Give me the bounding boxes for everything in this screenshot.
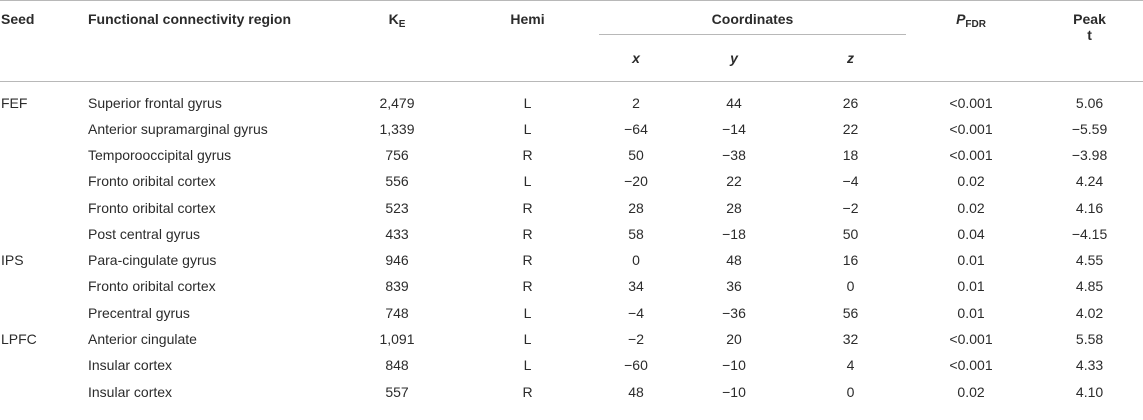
header-z: z <box>847 50 855 66</box>
seed-cell <box>0 142 88 168</box>
y-cell: 48 <box>726 252 742 269</box>
hemi-cell: L <box>523 173 532 190</box>
peak-cell: 4.55 <box>1075 252 1104 269</box>
peak-cell: 4.85 <box>1075 278 1104 295</box>
region-cell: Superior frontal gyrus <box>88 94 222 111</box>
peak-cell: 4.10 <box>1075 383 1104 400</box>
x-cell: 2 <box>632 94 640 111</box>
z-cell: 32 <box>842 331 859 348</box>
y-cell: 44 <box>726 94 742 111</box>
region-cell: Para-cingulate gyrus <box>88 252 217 269</box>
table-row <box>0 168 1143 194</box>
x-cell: −60 <box>624 357 648 374</box>
hemi-cell: L <box>523 120 532 137</box>
peak-cell: −4.15 <box>1071 225 1108 242</box>
table-row <box>0 378 1143 404</box>
pfdr-cell: 0.01 <box>957 252 985 269</box>
table-body <box>0 82 1143 405</box>
region-cell: Anterior cingulate <box>88 331 197 348</box>
peak-cell: 5.58 <box>1075 331 1104 348</box>
peak-cell: 4.16 <box>1075 199 1104 216</box>
region-cell: Post central gyrus <box>88 225 201 242</box>
y-cell: 22 <box>726 173 742 190</box>
y-cell: −14 <box>722 120 746 137</box>
y-cell: −10 <box>722 357 746 374</box>
z-cell: 4 <box>846 357 855 374</box>
y-cell: 36 <box>726 278 742 295</box>
z-cell: 18 <box>842 146 859 163</box>
pfdr-cell: 0.02 <box>957 383 985 400</box>
ke-cell: 523 <box>385 199 409 216</box>
y-cell: −38 <box>722 146 746 163</box>
hemi-cell: L <box>523 357 532 374</box>
ke-cell: 433 <box>385 225 409 242</box>
table-row <box>0 82 1143 116</box>
ke-cell: 756 <box>385 146 409 163</box>
region-cell: Insular cortex <box>88 357 173 374</box>
seed-cell <box>0 194 88 220</box>
peak-cell: −3.98 <box>1071 146 1108 163</box>
hemi-cell: L <box>523 331 532 348</box>
peak-cell: 4.24 <box>1075 173 1104 190</box>
region-cell: Temporooccipital gyrus <box>88 146 232 163</box>
pfdr-cell: 0.02 <box>957 173 985 190</box>
header-coordinates: Coordinates <box>599 1 906 35</box>
x-cell: 50 <box>628 146 644 163</box>
table-row <box>0 247 1143 273</box>
header-pfdr-sub: FDR <box>965 19 986 30</box>
header-peak-line1: Peak <box>1073 11 1106 27</box>
seed-cell <box>0 168 88 194</box>
pfdr-cell: 0.02 <box>957 199 985 216</box>
z-cell: 22 <box>842 120 859 137</box>
x-cell: 58 <box>628 225 644 242</box>
y-cell: −36 <box>722 304 746 321</box>
x-cell: −2 <box>628 331 644 348</box>
z-cell: 0 <box>846 278 855 295</box>
peak-cell: −5.59 <box>1071 120 1108 137</box>
z-cell: 50 <box>842 225 859 242</box>
header-pfdr-main: P <box>956 11 966 27</box>
table-header <box>0 1 1143 82</box>
hemi-cell: R <box>522 278 533 295</box>
pfdr-cell: <0.001 <box>949 146 993 163</box>
z-cell: 0 <box>846 383 855 400</box>
ke-cell: 839 <box>385 278 409 295</box>
hemi-cell: R <box>522 252 533 269</box>
hemi-cell: R <box>522 199 533 216</box>
header-seed: Seed <box>1 11 35 27</box>
z-cell: −2 <box>842 199 859 216</box>
table-row <box>0 300 1143 326</box>
header-region: Functional connectivity region <box>88 11 292 27</box>
ke-cell: 748 <box>385 304 409 321</box>
ke-cell: 848 <box>385 357 409 374</box>
region-cell: Precentral gyrus <box>88 304 190 321</box>
pfdr-cell: 0.01 <box>957 304 985 321</box>
header-x: x <box>632 50 640 66</box>
hemi-cell: R <box>522 383 533 400</box>
peak-cell: 4.02 <box>1075 304 1104 321</box>
header-ke <box>338 1 456 82</box>
pfdr-cell: <0.001 <box>949 331 993 348</box>
table-row <box>0 221 1143 247</box>
seed-cell: IPS <box>1 252 24 269</box>
seed-cell <box>0 273 88 299</box>
header-pfdr <box>906 1 1036 82</box>
x-cell: −64 <box>624 120 648 137</box>
ke-cell: 2,479 <box>379 94 415 111</box>
seed-cell <box>0 378 88 404</box>
seed-cell <box>0 300 88 326</box>
table-row <box>0 116 1143 142</box>
x-cell: −4 <box>628 304 644 321</box>
peak-cell: 4.33 <box>1075 357 1104 374</box>
hemi-cell: R <box>522 146 533 163</box>
region-cell: Fronto oribital cortex <box>88 278 216 295</box>
pfdr-cell: 0.04 <box>957 225 985 242</box>
x-cell: 34 <box>628 278 644 295</box>
ke-cell: 557 <box>385 383 409 400</box>
ke-cell: 1,091 <box>379 331 415 348</box>
x-cell: −20 <box>624 173 648 190</box>
seed-cell <box>0 116 88 142</box>
y-cell: −10 <box>722 383 746 400</box>
region-cell: Fronto oribital cortex <box>88 199 216 216</box>
table-row <box>0 352 1143 378</box>
z-cell: −4 <box>842 173 859 190</box>
header-hemi: Hemi <box>510 11 545 27</box>
header-peak-line2: t <box>1087 27 1092 43</box>
header-y: y <box>730 50 738 66</box>
pfdr-cell: 0.01 <box>957 278 985 295</box>
header-ke-sub: E <box>398 19 406 30</box>
z-cell: 56 <box>842 304 859 321</box>
z-cell: 26 <box>842 94 859 111</box>
hemi-cell: L <box>523 94 532 111</box>
table-row <box>0 326 1143 352</box>
table-row <box>0 194 1143 220</box>
x-cell: 28 <box>628 199 644 216</box>
pfdr-cell: <0.001 <box>949 94 993 111</box>
y-cell: 20 <box>726 331 742 348</box>
pfdr-cell: <0.001 <box>949 120 993 137</box>
table-row <box>0 142 1143 168</box>
x-cell: 48 <box>628 383 644 400</box>
seed-cell <box>0 221 88 247</box>
ke-cell: 1,339 <box>379 120 415 137</box>
seed-cell <box>0 352 88 378</box>
y-cell: 28 <box>726 199 742 216</box>
pfdr-cell: <0.001 <box>949 357 993 374</box>
x-cell: 0 <box>632 252 640 269</box>
z-cell: 16 <box>842 252 859 269</box>
hemi-cell: L <box>523 304 532 321</box>
table-row <box>0 273 1143 299</box>
seed-cell: LPFC <box>1 331 37 348</box>
header-ke-main: K <box>388 11 399 27</box>
ke-cell: 556 <box>385 173 409 190</box>
hemi-cell: R <box>522 225 533 242</box>
region-cell: Fronto oribital cortex <box>88 173 216 190</box>
peak-cell: 5.06 <box>1075 94 1104 111</box>
ke-cell: 946 <box>385 252 409 269</box>
header-peak <box>1036 1 1143 82</box>
region-cell: Anterior supramarginal gyrus <box>88 120 268 137</box>
region-cell: Insular cortex <box>88 383 173 400</box>
y-cell: −18 <box>722 225 746 242</box>
seed-cell: FEF <box>1 94 28 111</box>
